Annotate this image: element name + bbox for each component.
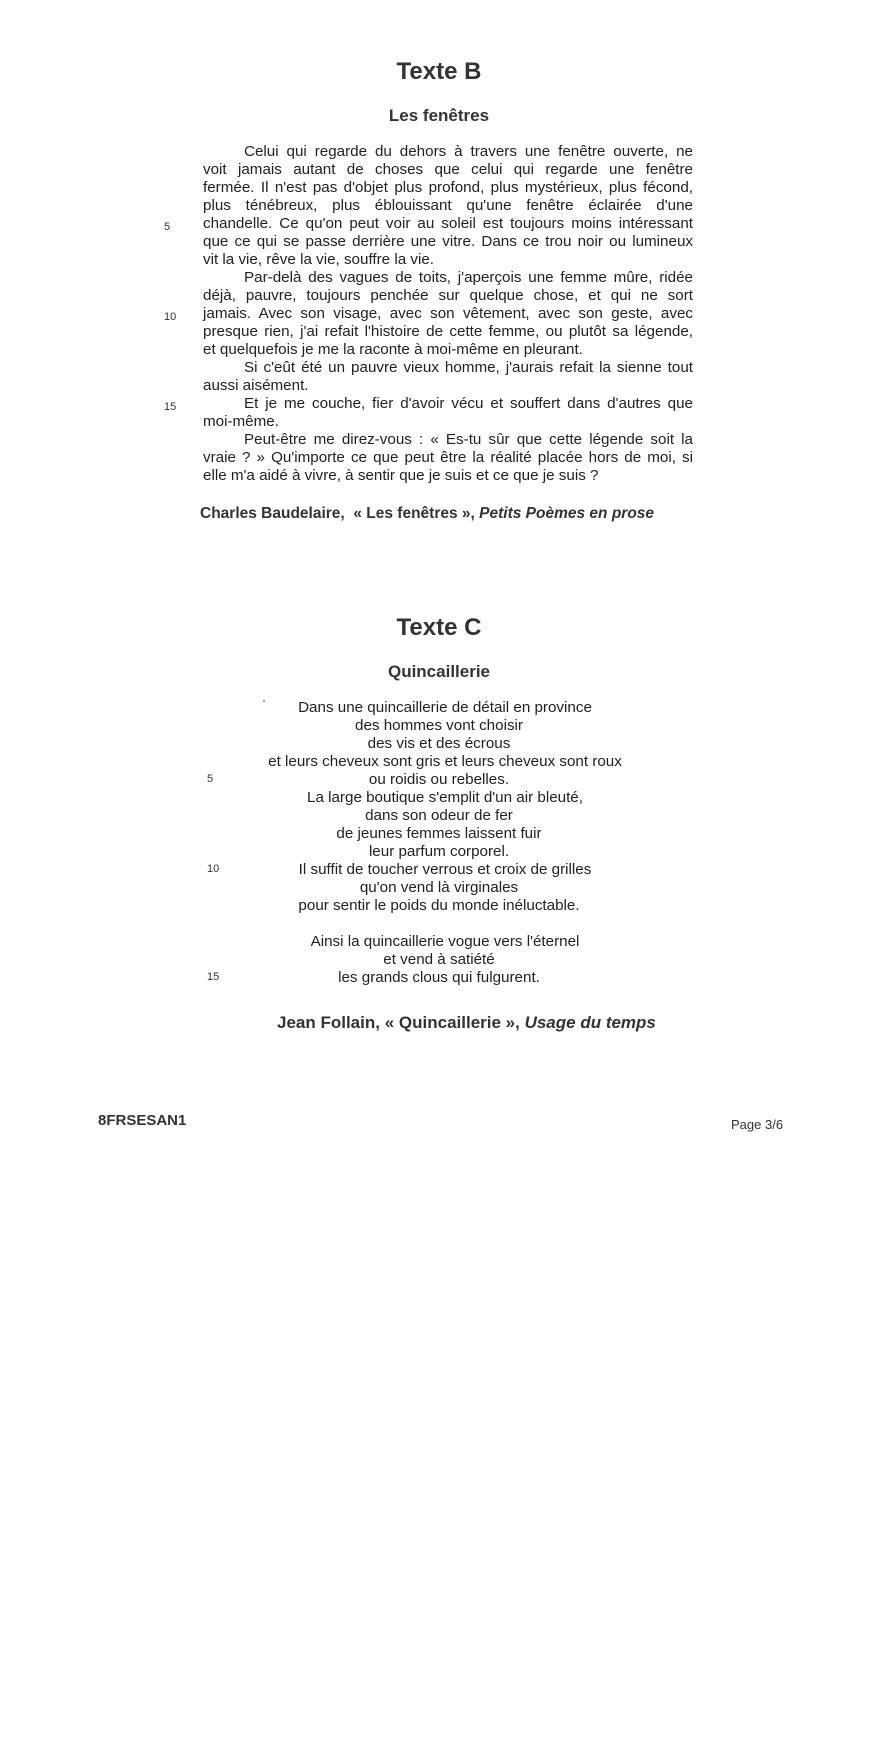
prose-line: vit la vie, rêve la vie, souffre la vie. <box>203 251 435 268</box>
texte-c-attribution <box>277 1013 656 1033</box>
poem-line: les grands clous qui fulgurent. <box>338 969 540 986</box>
prose-line: fermée. Il n'est pas d'objet plus profond, plus mystérieux, plus fécond, <box>203 179 693 196</box>
poem-line: pour sentir le poids du monde inéluctable. <box>298 897 580 914</box>
attribution-work: « Quincaillerie », <box>384 1013 520 1032</box>
prose-line: vraie ? » Qu'importe ce que peut être la réalité placée hors de moi, si <box>203 449 693 466</box>
poem-line: et vend à satiété <box>383 951 495 968</box>
attribution-work: « Les fenêtres », <box>353 505 475 522</box>
line-number: 10 <box>207 863 220 875</box>
poem-line: ou roidis ou rebelles. <box>368 771 510 788</box>
texte-c-heading: Texte C <box>396 614 482 641</box>
line-number: 15 <box>164 401 177 413</box>
page-number: Page 3/6 <box>731 1117 784 1132</box>
attribution-author: Jean Follain, <box>277 1013 380 1032</box>
poem-line: des vis et des écrous <box>367 735 511 752</box>
prose-line: aussi aisément. <box>203 377 309 394</box>
prose-line: Si c'eût été un pauvre vieux homme, j'aurais refait la sienne tout <box>244 359 693 376</box>
prose-line: voit jamais autant de choses que celui qui regarde une fenêtre <box>203 161 693 178</box>
prose-line: plus ténébreux, plus éblouissant qu'une fenêtre éclairée d'une <box>203 197 693 214</box>
prose-line: Celui qui regarde du dehors à travers une fenêtre ouverte, ne <box>244 143 693 160</box>
texte-c-title: Quincaillerie <box>387 662 491 681</box>
texte-b-title: Les fenêtres <box>388 106 490 125</box>
poem-line: de jeunes femmes laissent fuir <box>336 825 542 842</box>
attribution-book: Usage du temps <box>524 1013 656 1032</box>
line-number: 5 <box>207 773 214 785</box>
poem-line: Ainsi la quincaillerie vogue vers l'éternel <box>310 933 580 950</box>
poem-line: La large boutique s'emplit d'un air bleuté, <box>307 789 583 806</box>
prose-line: Et je me couche, fier d'avoir vécu et souffert dans d'autres que <box>244 395 693 412</box>
line-number: 5 <box>164 221 171 233</box>
texte-b-heading: Texte B <box>396 58 482 85</box>
prose-line: chandelle. Ce qu'on peut voir au soleil est toujours moins intéressant <box>203 215 693 232</box>
line-number: 10 <box>164 311 177 323</box>
prose-line: déjà, pauvre, toujours penchée sur quelque chose, et qui ne sort <box>203 287 693 304</box>
attribution-book: Petits Poèmes en prose <box>479 505 655 522</box>
prose-line: Peut-être me direz-vous : « Es-tu sûr que cette légende soit la <box>244 431 693 448</box>
prose-line: et quelquefois je me la raconte à moi-même en pleurant. <box>203 341 583 358</box>
prose-line: jamais. Avec son visage, avec son vêtement, avec son geste, avec <box>203 305 693 322</box>
poem-line: des hommes vont choisir <box>355 717 523 734</box>
line-number: 15 <box>207 971 220 983</box>
prose-line: elle m'a aidé à vivre, à sentir que je suis et ce que je suis ? <box>203 467 599 484</box>
prose-line: que ce qui se passe derrière une vitre. Dans ce trou noir ou lumineux <box>203 233 693 250</box>
attribution-author: Charles Baudelaire, <box>200 505 345 522</box>
poem-line: et leurs cheveux sont gris et leurs cheveux sont roux <box>268 753 622 770</box>
poem-line: Il suffit de toucher verrous et croix de grilles <box>298 861 592 878</box>
footer-code: 8FRSESAN1 <box>98 1112 187 1129</box>
prose-line: Par-delà des vagues de toits, j'aperçois une femme mûre, ridée <box>244 269 693 286</box>
texte-b-attribution <box>200 505 654 523</box>
poem-line: leur parfum corporel. <box>368 843 510 860</box>
poem-line: dans son odeur de fer <box>365 807 513 824</box>
poem-line: qu'on vend là virginales <box>359 879 519 896</box>
prose-line: presque rien, j'ai refait l'histoire de cette femme, ou plutôt sa légende, <box>203 323 693 340</box>
poem-line: Dans une quincaillerie de détail en province <box>298 699 592 716</box>
prose-line: moi-même. <box>203 413 279 430</box>
